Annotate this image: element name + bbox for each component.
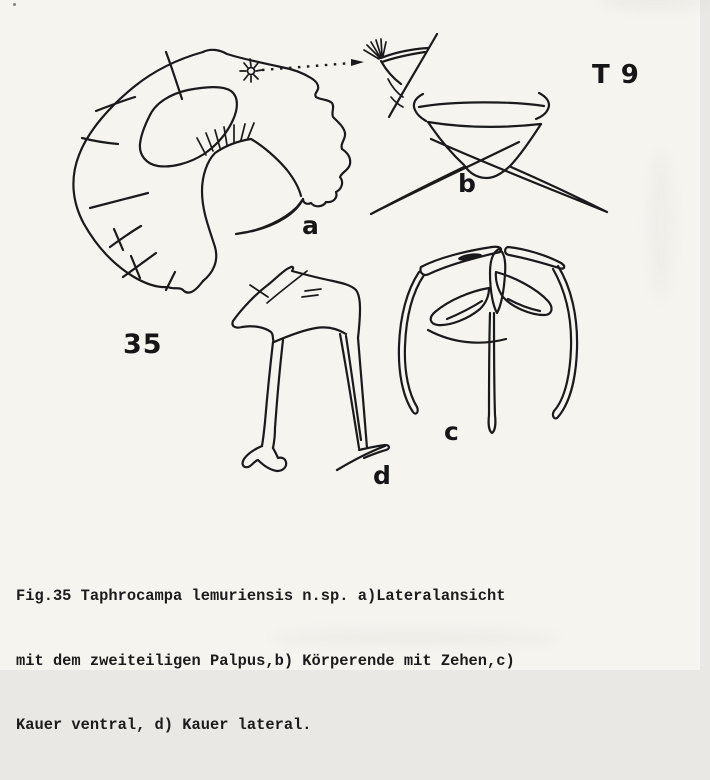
palpus-lower-edge [381, 61, 401, 84]
trophi-head-outline [232, 267, 360, 342]
left-foot-anchor [243, 446, 287, 471]
body-end-sides-and-cup [428, 122, 541, 178]
panel-label-d: d [373, 461, 391, 490]
body-end-fold-line [428, 122, 541, 127]
left-uncus-plate [420, 247, 501, 275]
palpus-detail-drawing [364, 34, 437, 117]
body-left-outline [73, 52, 203, 293]
panel-label-c: c [444, 417, 459, 446]
figure-caption [16, 543, 576, 780]
caption-line-2: mit dem zweiteiligen Palpus,b) Körperende mit Zehen,c) [16, 651, 515, 670]
caption-line-1: Fig.35 Taphrocampa lemuriensis n.sp. a)Lateralansicht [16, 587, 506, 605]
panel-d-trophi-lateral-drawing [232, 267, 388, 471]
body-dorsal-outline [203, 50, 350, 206]
panel-b-body-end-drawing [371, 93, 607, 214]
panel-c-trophi-ventral-drawing [399, 247, 577, 433]
stomach-outline [140, 87, 237, 166]
body-end-top-edge [419, 102, 544, 107]
plate-label: T 9 [592, 60, 640, 90]
leader-arrowhead [351, 59, 364, 66]
crossed-toes-lines [371, 139, 607, 214]
leader-line [262, 59, 364, 70]
panel-label-b: b [458, 169, 476, 198]
right-uncus-plate [505, 247, 564, 269]
palpus-cilia-hairs [364, 39, 386, 59]
body-inner-curve [202, 139, 301, 281]
left-manubrium-arm [399, 272, 424, 414]
toe-claw-line [236, 199, 303, 234]
caption-line-3: Kauer ventral, d) Kauer lateral. [16, 716, 312, 734]
figure-number: 35 [123, 329, 163, 360]
left-leg-lines [262, 340, 283, 448]
right-manubrium-arm [553, 266, 577, 418]
right-leg-lines [340, 334, 367, 448]
panel-a-lateral-view-drawing [73, 50, 350, 293]
panel-label-a: a [302, 211, 319, 240]
